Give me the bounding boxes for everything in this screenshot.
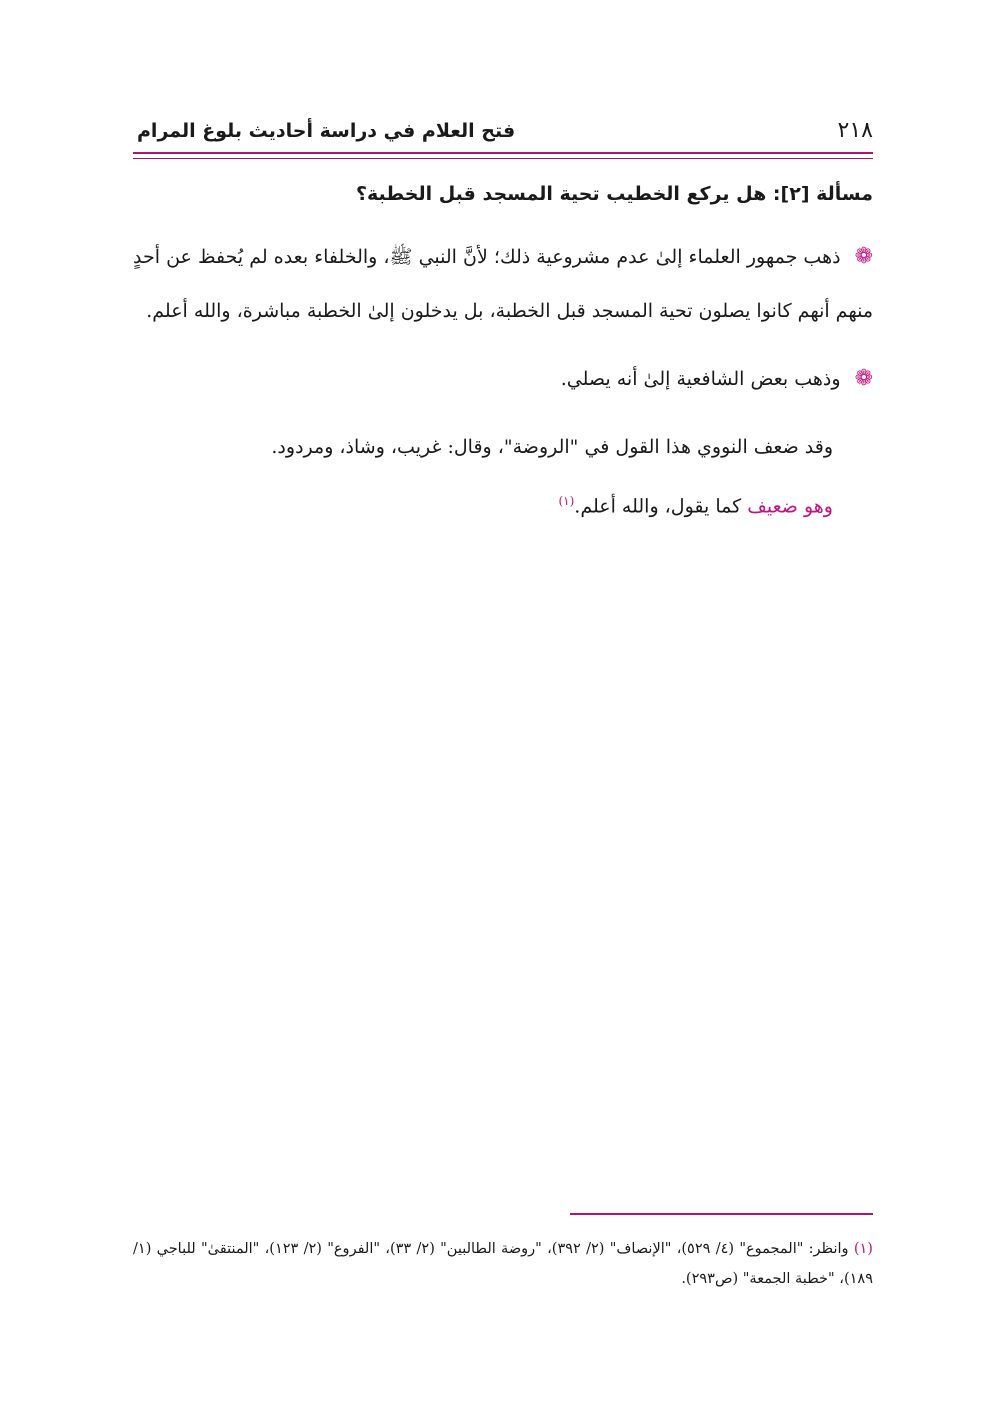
page-header xyxy=(133,112,873,152)
footnote-number: (١) xyxy=(853,1241,873,1257)
page-number: ٢١٨ xyxy=(837,118,873,143)
issue-heading xyxy=(133,178,873,210)
issue-label: مسألة [٢]: xyxy=(772,183,873,205)
paragraph-nawawi-weakened xyxy=(133,420,873,533)
footnote-divider xyxy=(570,1213,873,1215)
footnote-text: وانظر: "المجموع" (٤/ ٥٢٩)، "الإنصاف" (٢/ ٣٩٢)، "روضة الطالبين" (٢/ ٣٣)، "الفروع" (٢/ ١٢٣)، "المنتقىٰ" للباجي (١/ ١٨٩)، "خطبة الجمعة" (ص٢٩٣). xyxy=(133,1241,873,1287)
flower-bullet-icon: ❁ xyxy=(854,244,873,269)
footnote xyxy=(133,1234,873,1294)
paragraph-text: وذهب بعض الشافعية إلىٰ أنه يصلي. xyxy=(560,368,841,390)
main-content xyxy=(133,178,873,547)
paragraph-majority-view xyxy=(133,230,873,338)
issue-question: هل يركع الخطيب تحية المسجد قبل الخطبة؟ xyxy=(355,183,767,205)
highlighted-text: وهو ضعيف xyxy=(747,495,833,518)
paragraph-text: ذهب جمهور العلماء إلىٰ عدم مشروعية ذلك؛ لأنَّ النبي ﷺ، والخلفاء بعده لم يُحفظ عن أحدٍ منهم أنهم كانوا يصلون تحية المسجد قبل الخطبة، بل يدخلون إلىٰ الخطبة مباشرة، والله أعلم. xyxy=(133,246,873,322)
footnote-reference[interactable]: (١) xyxy=(558,494,575,508)
header-rule-thick xyxy=(133,152,873,154)
header-rule-thin xyxy=(133,158,873,159)
paragraph-text: وقد ضعف النووي هذا القول في "الروضة"، وقال: غريب، وشاذ، ومردود. xyxy=(271,436,833,458)
paragraph-shafii-view xyxy=(133,352,873,406)
flower-bullet-icon: ❁ xyxy=(854,366,873,391)
book-title: فتح العلام في دراسة أحاديث بلوغ المرام xyxy=(137,120,516,142)
paragraph-text: كما يقول، والله أعلم. xyxy=(574,495,748,518)
